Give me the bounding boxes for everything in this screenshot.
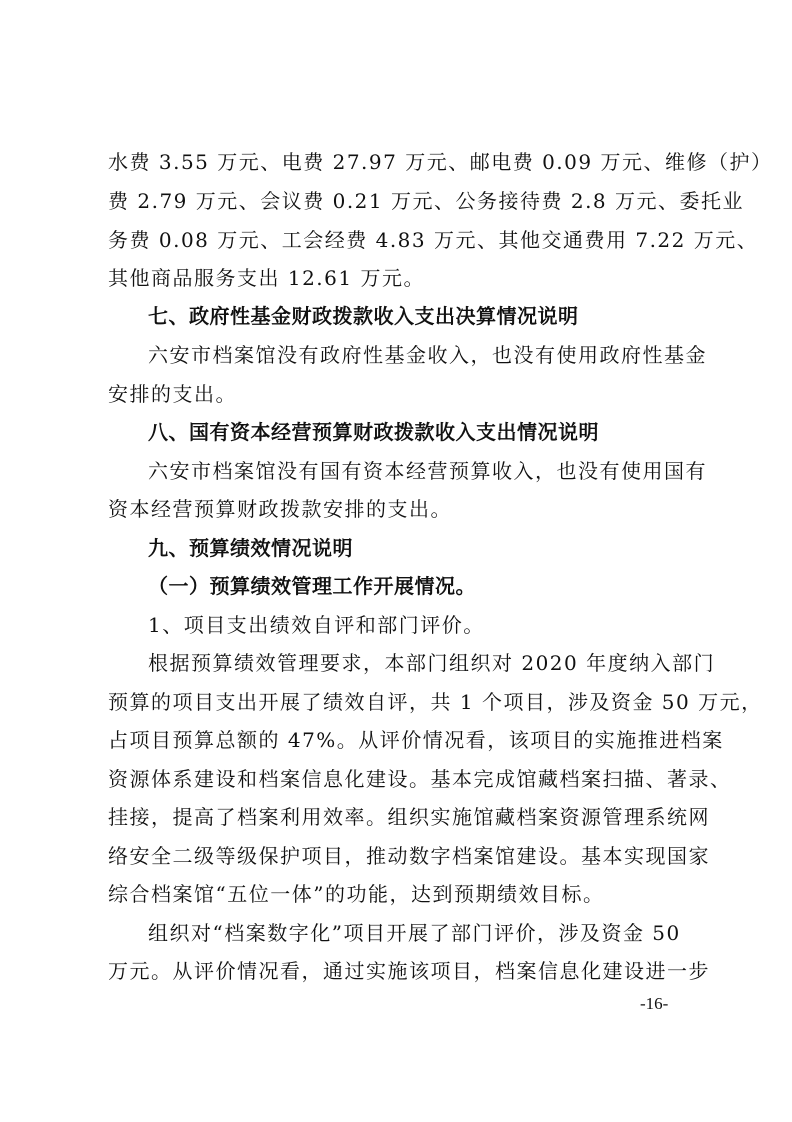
body-text-line: 六安市档案馆没有政府性基金收入，也没有使用政府性基金 <box>148 343 707 367</box>
section-heading-8: 八、国有资本经营预算财政拨款收入支出情况说明 <box>148 420 599 444</box>
body-text-line: 资本经营预算财政拨款安排的支出。 <box>108 497 452 521</box>
page-number: -16- <box>640 994 669 1013</box>
body-text-line: 安排的支出。 <box>108 382 237 406</box>
body-text-line: 资源体系建设和档案信息化建设。基本完成馆藏档案扫描、著录、 <box>108 767 732 791</box>
body-text-line: 务费 0.08 万元、工会经费 4.83 万元、其他交通费用 7.22 万元、 <box>108 228 759 252</box>
body-text-line: 其他商品服务支出 12.61 万元。 <box>108 266 425 290</box>
section-heading-9: 九、预算绩效情况说明 <box>148 536 353 560</box>
body-text-line: 预算的项目支出开展了绩效自评，共 1 个项目，涉及资金 50 万元， <box>108 690 763 714</box>
body-text-line: 络安全二级等级保护项目，推动数字档案馆建设。基本实现国家 <box>108 844 710 868</box>
item-heading: 1、项目支出绩效自评和部门评价。 <box>148 613 485 637</box>
subsection-heading: （一）预算绩效管理工作开展情况。 <box>148 574 476 598</box>
body-text-line: 组织对“档案数字化”项目开展了部门评价，涉及资金 50 <box>148 921 681 945</box>
section-heading-7: 七、政府性基金财政拨款收入支出决算情况说明 <box>148 304 579 328</box>
body-text-line: 费 2.79 万元、会议费 0.21 万元、公务接待费 2.8 万元、委托业 <box>108 189 745 213</box>
body-text-line: 水费 3.55 万元、电费 27.97 万元、邮电费 0.09 万元、维修（护） <box>108 150 773 174</box>
body-text-line: 综合档案馆“五位一体”的功能，达到预期绩效目标。 <box>108 882 605 906</box>
body-text-line: 挂接，提高了档案利用效率。组织实施馆藏档案资源管理系统网 <box>108 805 710 829</box>
body-text-line: 占项目预算总额的 47%。从评价情况看，该项目的实施推进档案 <box>108 728 724 752</box>
body-text-line: 根据预算绩效管理要求，本部门组织对 2020 年度纳入部门 <box>148 651 716 675</box>
body-text-line: 万元。从评价情况看，通过实施该项目，档案信息化建设进一步 <box>108 959 710 983</box>
body-text-line: 六安市档案馆没有国有资本经营预算收入，也没有使用国有 <box>148 459 707 483</box>
